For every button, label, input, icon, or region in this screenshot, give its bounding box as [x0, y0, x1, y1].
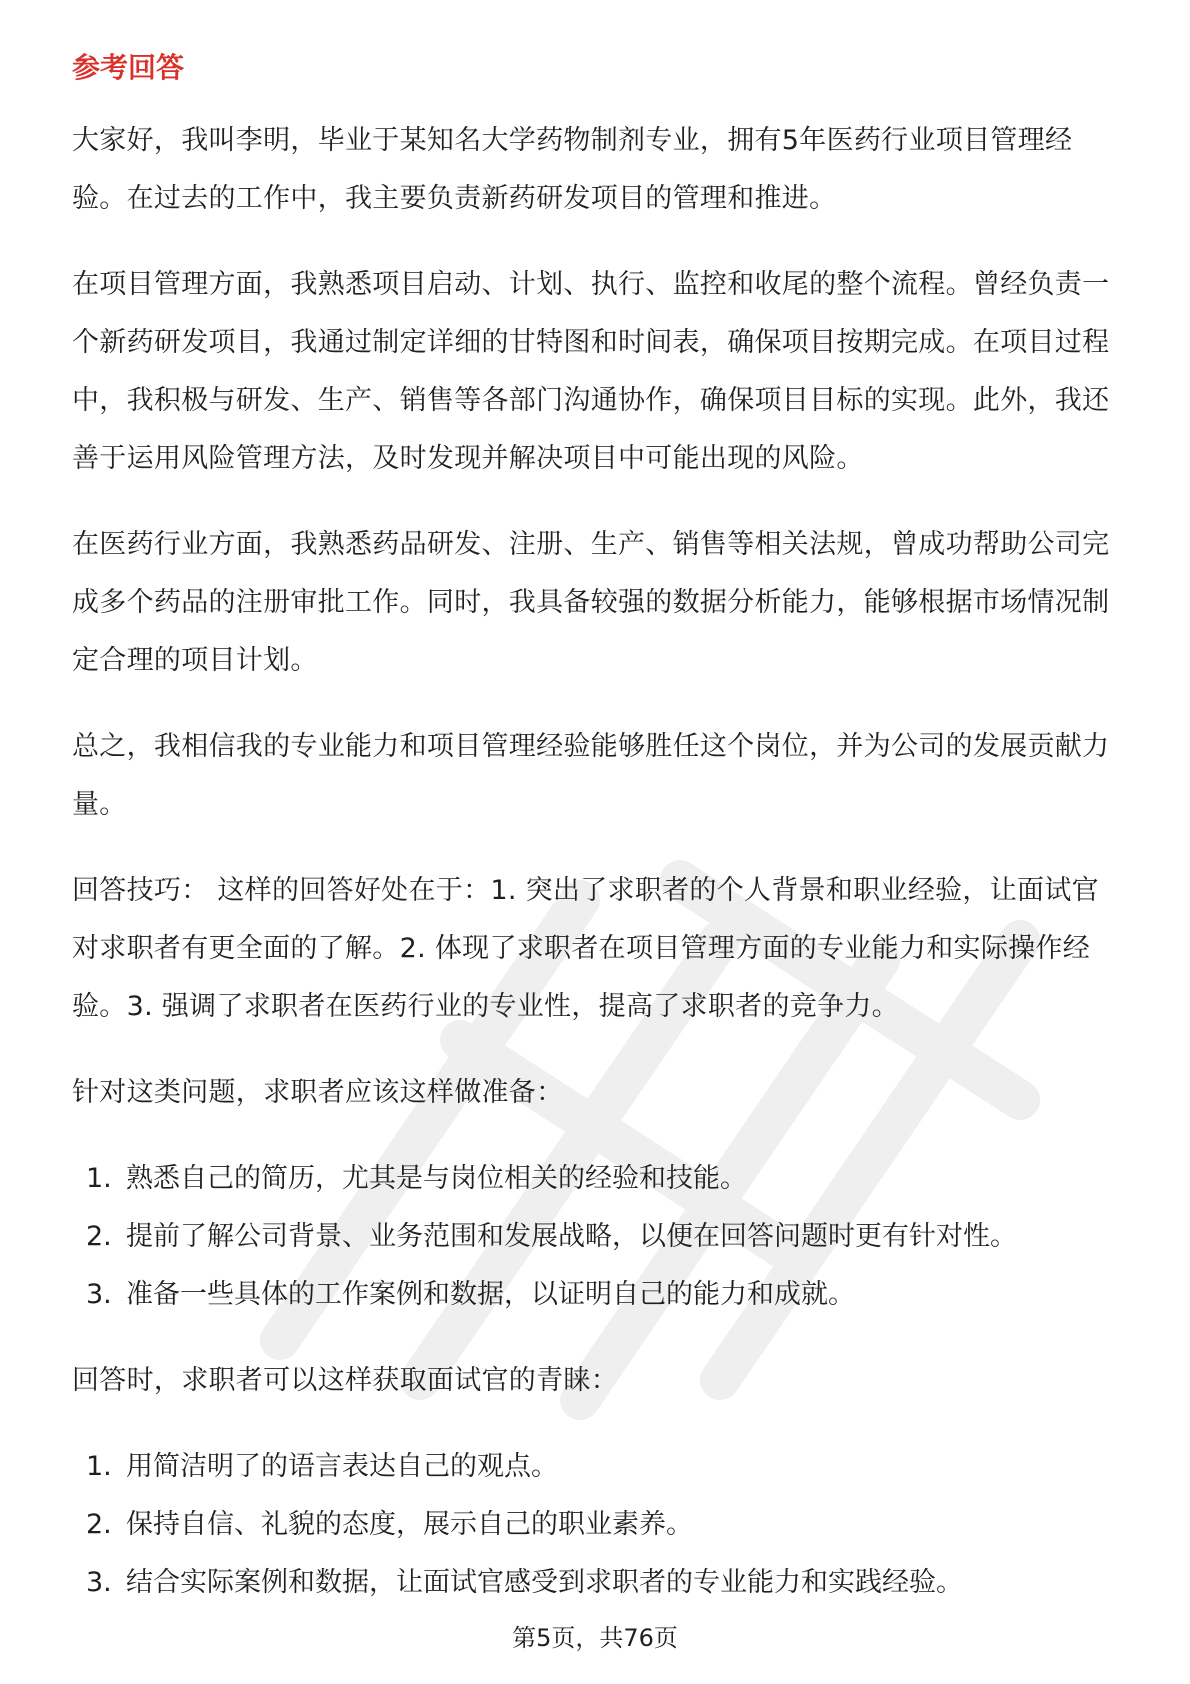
list-item-number: 1. — [86, 1451, 112, 1482]
list-item-text: 熟悉自己的简历，尤其是与岗位相关的经验和技能。 — [126, 1163, 747, 1194]
list-item-text: 准备一些具体的工作案例和数据，以证明自己的能力和成就。 — [126, 1279, 855, 1310]
document-page — [72, 48, 1122, 1640]
list-item — [72, 1150, 1122, 1208]
list-item-number: 1. — [86, 1163, 112, 1194]
prep-intro: 针对这类问题，求职者应该这样做准备： — [72, 1077, 564, 1108]
list-item-number: 2. — [86, 1221, 112, 1252]
list-item-number: 3. — [86, 1567, 112, 1598]
list-item-text: 用简洁明了的语言表达自己的观点。 — [126, 1451, 558, 1482]
list-item — [72, 1266, 1122, 1324]
section-title: 参考回答 — [72, 51, 185, 84]
list-item-text: 结合实际案例和数据，让面试官感受到求职者的专业能力和实践经验。 — [126, 1567, 963, 1598]
list-item — [72, 1208, 1122, 1266]
paragraph-answer-tips: 回答技巧： 这样的回答好处在于：1. 突出了求职者的个人背景和职业经验，让面试官对求职者有更全面的了解。2. 体现了求职者在项目管理方面的专业能力和实际操作经验。3. 强调了求职者在医药行业的专业性，提高了求职者的竞争力。 — [72, 875, 1099, 1022]
list-item — [72, 1496, 1122, 1554]
list-item-text: 保持自信、礼貌的态度，展示自己的职业素养。 — [126, 1509, 693, 1540]
list-item-text: 提前了解公司背景、业务范围和发展战略，以便在回答问题时更有针对性。 — [126, 1221, 1017, 1252]
list-item — [72, 1554, 1122, 1612]
paragraph-project-management: 在项目管理方面，我熟悉项目启动、计划、执行、监控和收尾的整个流程。曾经负责一个新药研发项目，我通过制定详细的甘特图和时间表，确保项目按期完成。在项目过程中，我积极与研发、生产、销售等各部门沟通协作，确保项目目标的实现。此外，我还善于运用风险管理方法，及时发现并解决项目中可能出现的风险。 — [72, 269, 1110, 474]
paragraph-conclusion: 总之，我相信我的专业能力和项目管理经验能够胜任这个岗位，并为公司的发展贡献力量。 — [72, 731, 1110, 820]
list-item-number: 2. — [86, 1509, 112, 1540]
answer-list — [72, 1438, 1122, 1612]
paragraph-intro: 大家好，我叫李明，毕业于某知名大学药物制剂专业，拥有5年医药行业项目管理经验。在过去的工作中，我主要负责新药研发项目的管理和推进。 — [72, 125, 1073, 214]
paragraph-pharma-industry: 在医药行业方面，我熟悉药品研发、注册、生产、销售等相关法规，曾成功帮助公司完成多个药品的注册审批工作。同时，我具备较强的数据分析能力，能够根据市场情况制定合理的项目计划。 — [72, 529, 1110, 676]
prep-list — [72, 1150, 1122, 1324]
page-footer: 第5页，共76页 — [512, 1624, 678, 1652]
list-item-number: 3. — [86, 1279, 112, 1310]
answer-intro: 回答时，求职者可以这样获取面试官的青睐： — [72, 1365, 618, 1396]
list-item — [72, 1438, 1122, 1496]
